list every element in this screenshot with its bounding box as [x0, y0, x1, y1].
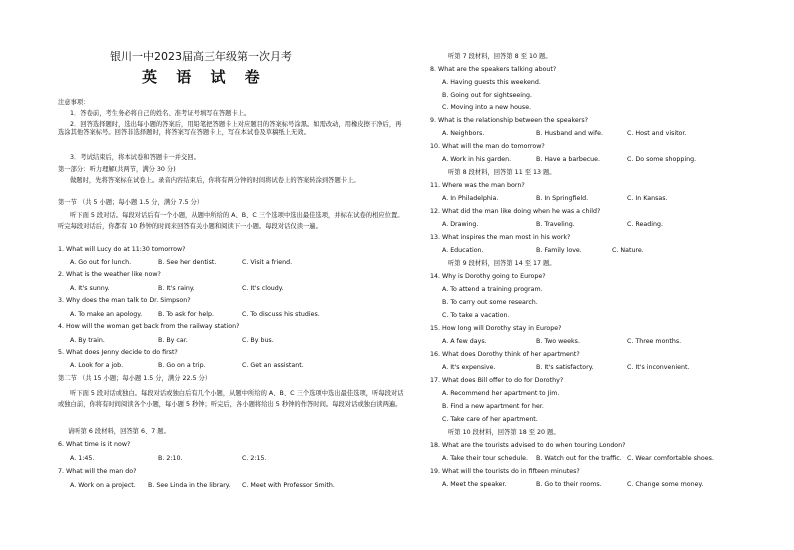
subject-title: 英 语 试 卷: [142, 68, 267, 86]
question-13: 13. What inspires the man most in his work?: [430, 234, 571, 241]
q15-option-a: A. A few days.: [442, 338, 487, 345]
q5-option-a: A. Look for a job.: [70, 362, 124, 369]
q5-option-c: C. Get an assistant.: [242, 362, 304, 369]
q1-option-c: C. Visit a friend.: [242, 259, 293, 266]
q16-option-a: A. It's expensive.: [442, 364, 496, 371]
question-18: 18. What are the tourists advised to do when touring London?: [430, 442, 626, 449]
q10-option-b: B. Have a barbecue.: [536, 156, 601, 163]
notice-3: 3．考试结束后，将本试卷和答题卡一并交回。: [70, 154, 200, 161]
q9-option-c: C. Host and visitor.: [627, 130, 687, 137]
q18-option-c: C. Wear comfortable shoes.: [627, 455, 714, 462]
q7-option-c: C. Meet with Professor Smith.: [242, 482, 335, 489]
q11-option-a: A. In Philadelphia.: [442, 195, 499, 202]
question-17: 17. What does Bill offer to do for Dorothy?: [430, 377, 564, 384]
school-title: 银川一中2023届高三年级第一次月考: [110, 50, 292, 63]
q12-option-a: A. Drawing.: [442, 221, 479, 228]
q14-option-a: A. To attend a training program.: [442, 286, 543, 293]
q16-option-b: B. It's satisfactory.: [536, 364, 594, 371]
q8-option-c: C. Moving into a new house.: [442, 104, 532, 111]
q4-option-c: C. By bus.: [242, 337, 274, 344]
question-4: 4. How will the woman get back from the railway station?: [58, 323, 240, 330]
question-19: 19. What will the tourists do in fifteen minutes?: [430, 468, 580, 475]
q2-option-c: C. It's cloudy.: [242, 285, 284, 292]
q2-option-b: B. It's rainy.: [158, 285, 195, 292]
q9-option-b: B. Husband and wife.: [536, 130, 604, 137]
material-10: 听第 10 段材料，回答第 18 至 20 题。: [448, 429, 560, 436]
q18-option-b: B. Watch out for the traffic.: [536, 455, 622, 462]
q11-option-c: C. In Kansas.: [627, 195, 668, 202]
q4-option-b: B. By car.: [158, 337, 188, 344]
q13-option-c: C. Nature.: [612, 247, 644, 254]
q8-option-a: A. Having guests this weekend.: [442, 79, 541, 86]
q12-option-c: C. Reading.: [627, 221, 663, 228]
notice-2: 2．回答选择题时，选出每小题的答案后，用铅笔把答题卡上对应题目的答案标号涂黑。如需改动，用橡皮擦干净后，再选涂其他答案标号。回答非选择题时，将答案写在答题卡上，写在本试卷及草稿纸上无效。: [58, 121, 402, 136]
q10-option-c: C. Do some shopping.: [627, 156, 697, 163]
q6-option-a: A. 1:45.: [70, 455, 95, 462]
q4-option-a: A. By train.: [70, 337, 105, 344]
q14-option-b: B. To carry out some research.: [442, 299, 538, 306]
q7-option-a: A. Work on a project.: [70, 482, 136, 489]
material-7: 听第 7 段材料，回答第 8 至 10 题。: [448, 53, 552, 60]
section2-intro: 听下面 5 段对话或独白。每段对话或独白后有几个小题，从题中所给的 A、B、C 三个选项中选出最佳选项，听每段对话或独白前，你将有时间阅读各个小题，每小题 5 秒钟；听完后，各小题将给出 5 秒钟的作答时间。每段对话或独白读两遍。: [58, 390, 404, 408]
material-6: 请听第 6 段材料，回答第 6、7 题。: [68, 428, 170, 435]
q13-option-a: A. Education.: [442, 247, 484, 254]
q2-option-a: A. It's sunny.: [70, 285, 110, 292]
question-1: 1. What will Lucy do at 11:30 tomorrow?: [58, 246, 186, 253]
material-9: 听第 9 段材料，回答第 14 至 17 题。: [448, 260, 556, 267]
question-14: 14. Why is Dorothy going to Europe?: [430, 273, 546, 280]
q6-option-c: C. 2:15.: [242, 455, 267, 462]
q19-option-b: B. Go to their rooms.: [536, 481, 602, 488]
q18-option-a: A. Take their tour schedule.: [442, 455, 528, 462]
q17-option-a: A. Recommend her apartment to Jim.: [442, 390, 560, 397]
question-11: 11. Where was the man born?: [430, 182, 525, 189]
q12-option-b: B. Traveling.: [536, 221, 575, 228]
material-8: 听第 8 段材料，回答第 11 至 13 题。: [448, 169, 556, 176]
section2-heading: 第二节 （共 15 小题；每小题 1.5 分，满分 22.5 分）: [58, 375, 212, 382]
question-9: 9. What is the relationship between the speakers?: [430, 117, 589, 124]
section1-intro: 听下面 5 段对话。每段对话后有一个小题，从题中所给的 A、B、C 三个选项中选出最佳选项，并标在试卷的相应位置。听完每段对话后，你都有 10 秒钟的时间来回答有关小题和阅读下一小题。每段对话仅读一遍。: [58, 212, 404, 230]
question-16: 16. What does Dorothy think of her apartment?: [430, 351, 580, 358]
q3-option-a: A. To make an apology.: [70, 311, 143, 318]
question-6: 6. What time is it now?: [58, 441, 131, 448]
question-15: 15. How long will Dorothy stay in Europe?: [430, 325, 562, 332]
q9-option-a: A. Neighbors.: [442, 130, 485, 137]
q13-option-b: B. Family love.: [536, 247, 582, 254]
q17-option-c: C. Take care of her apartment.: [442, 416, 538, 423]
part1-intro: 做题时，先将答案标在试卷上。录音内容结束后，你将有两分钟的时间将试卷上的答案转涂到答题卡上。: [70, 177, 360, 184]
notice-heading: 注意事项：: [58, 99, 90, 106]
q11-option-b: B. In Springfield.: [536, 195, 589, 202]
q15-option-c: C. Three months.: [627, 338, 682, 345]
question-10: 10. What will the man do tomorrow?: [430, 143, 545, 150]
q5-option-b: B. Go on a trip.: [158, 362, 206, 369]
question-8: 8. What are the speakers talking about?: [430, 66, 557, 73]
q1-option-a: A. Go out for lunch.: [70, 259, 132, 266]
notice-1: 1．答卷前，考生务必将自己的姓名、准考证号填写在答题卡上。: [70, 110, 251, 117]
q3-option-b: B. To ask for help.: [158, 311, 215, 318]
q6-option-b: B. 2:10.: [158, 455, 183, 462]
q19-option-a: A. Meet the speaker.: [442, 481, 507, 488]
question-2: 2. What is the weather like now?: [58, 271, 161, 278]
q10-option-a: A. Work in his garden.: [442, 156, 512, 163]
question-12: 12. What did the man like doing when he was a child?: [430, 208, 601, 215]
section1-heading: 第一节 （共 5 小题；每小题 1.5 分，满分 7.5 分）: [58, 199, 204, 206]
part1-heading: 第一部分：听力理解(共两节，满分 30 分): [58, 166, 176, 173]
q15-option-b: B. Two weeks.: [536, 338, 580, 345]
q14-option-c: C. To take a vacation.: [442, 312, 510, 319]
q3-option-c: C. To discuss his studies.: [242, 311, 320, 318]
q8-option-b: B. Going out for sightseeing.: [442, 92, 533, 99]
q7-option-b: B. See Linda in the library.: [148, 482, 231, 489]
question-7: 7. What will the man do?: [58, 468, 137, 475]
q19-option-c: C. Change some money.: [627, 481, 704, 488]
question-3: 3. Why does the man talk to Dr. Simpson?: [58, 297, 191, 304]
q17-option-b: B. Find a new apartment for her.: [442, 403, 544, 410]
question-5: 5. What does Jenny decide to do first?: [58, 349, 178, 356]
q1-option-b: B. See her dentist.: [158, 259, 217, 266]
q16-option-c: C. It's inconvenient.: [627, 364, 690, 371]
